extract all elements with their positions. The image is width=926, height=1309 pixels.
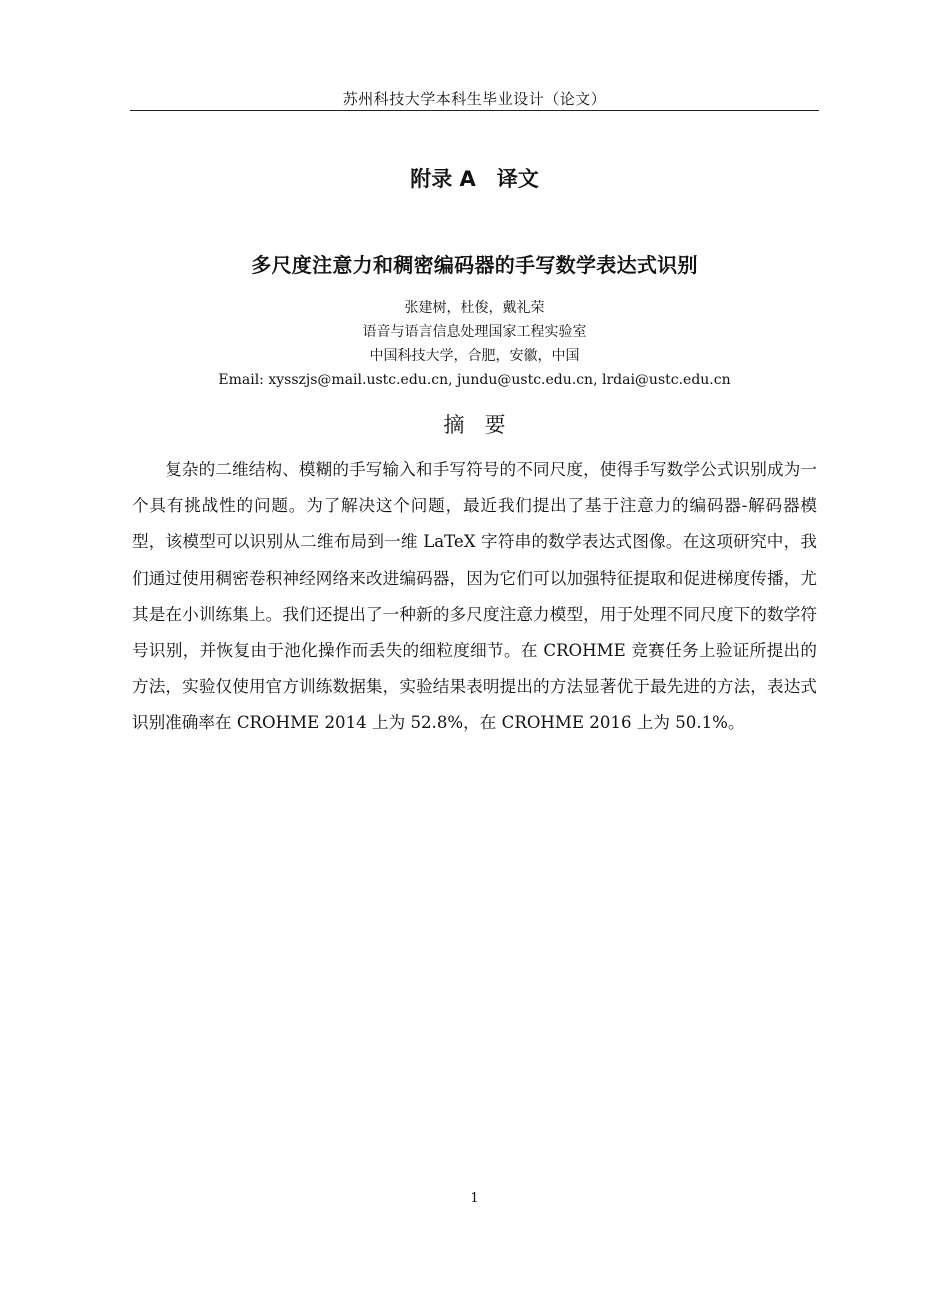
affiliation: 中国科技大学，合肥，安徽，中国 [369,348,580,364]
paper-title: 多尺度注意力和稠密编码器的手写数学表达式识别 [251,253,698,277]
running-header: 苏州科技大学本科生毕业设计（论文） [342,90,607,108]
authors: 张建树，杜俊，戴礼荣 [404,300,545,316]
appendix-title: 附录 A 译文 [410,167,539,191]
lab-name: 语音与语言信息处理国家工程实验室 [362,324,587,340]
page-number: 1 [470,1191,479,1206]
abstract-heading: 摘要 [443,413,526,437]
abstract-paragraph: 复杂的二维结构、模糊的手写输入和手写符号的不同尺度，使得手写数学公式识别成为一个具有挑战性的问题。为了解决这个问题，最近我们提出了基于注意力的编码器-解码器模型，该模型可以识别从二维布局到一维 LaTeX 字符串的数学表达式图像。在这项研究中，我们通过使用稠密卷积神经网络来改进编码器，因为它们可以加强特征提取和促进梯度传播，尤其是在小训练集上。我们还提出了一种新的多尺度注意力模型，用于处理不同尺度下的数学符号识别，并恢复由于池化操作而丢失的细粒度细节。在 CROHME 竞赛任务上验证所提出的方法，实验仅使用官方训练数据集，实验结果表明提出的方法显著优于最先进的方法，表达式识别准确率在 CROHME 2014 上为 52.8%，在 CROHME 2016 上为 50.1%。 [132,460,817,733]
header-rule [130,110,819,111]
author-block [130,296,819,392]
email-line: Email: xysszjs@mail.ustc.edu.cn, jundu@ustc.edu.cn, lrdai@ustc.edu.cn [218,372,731,388]
